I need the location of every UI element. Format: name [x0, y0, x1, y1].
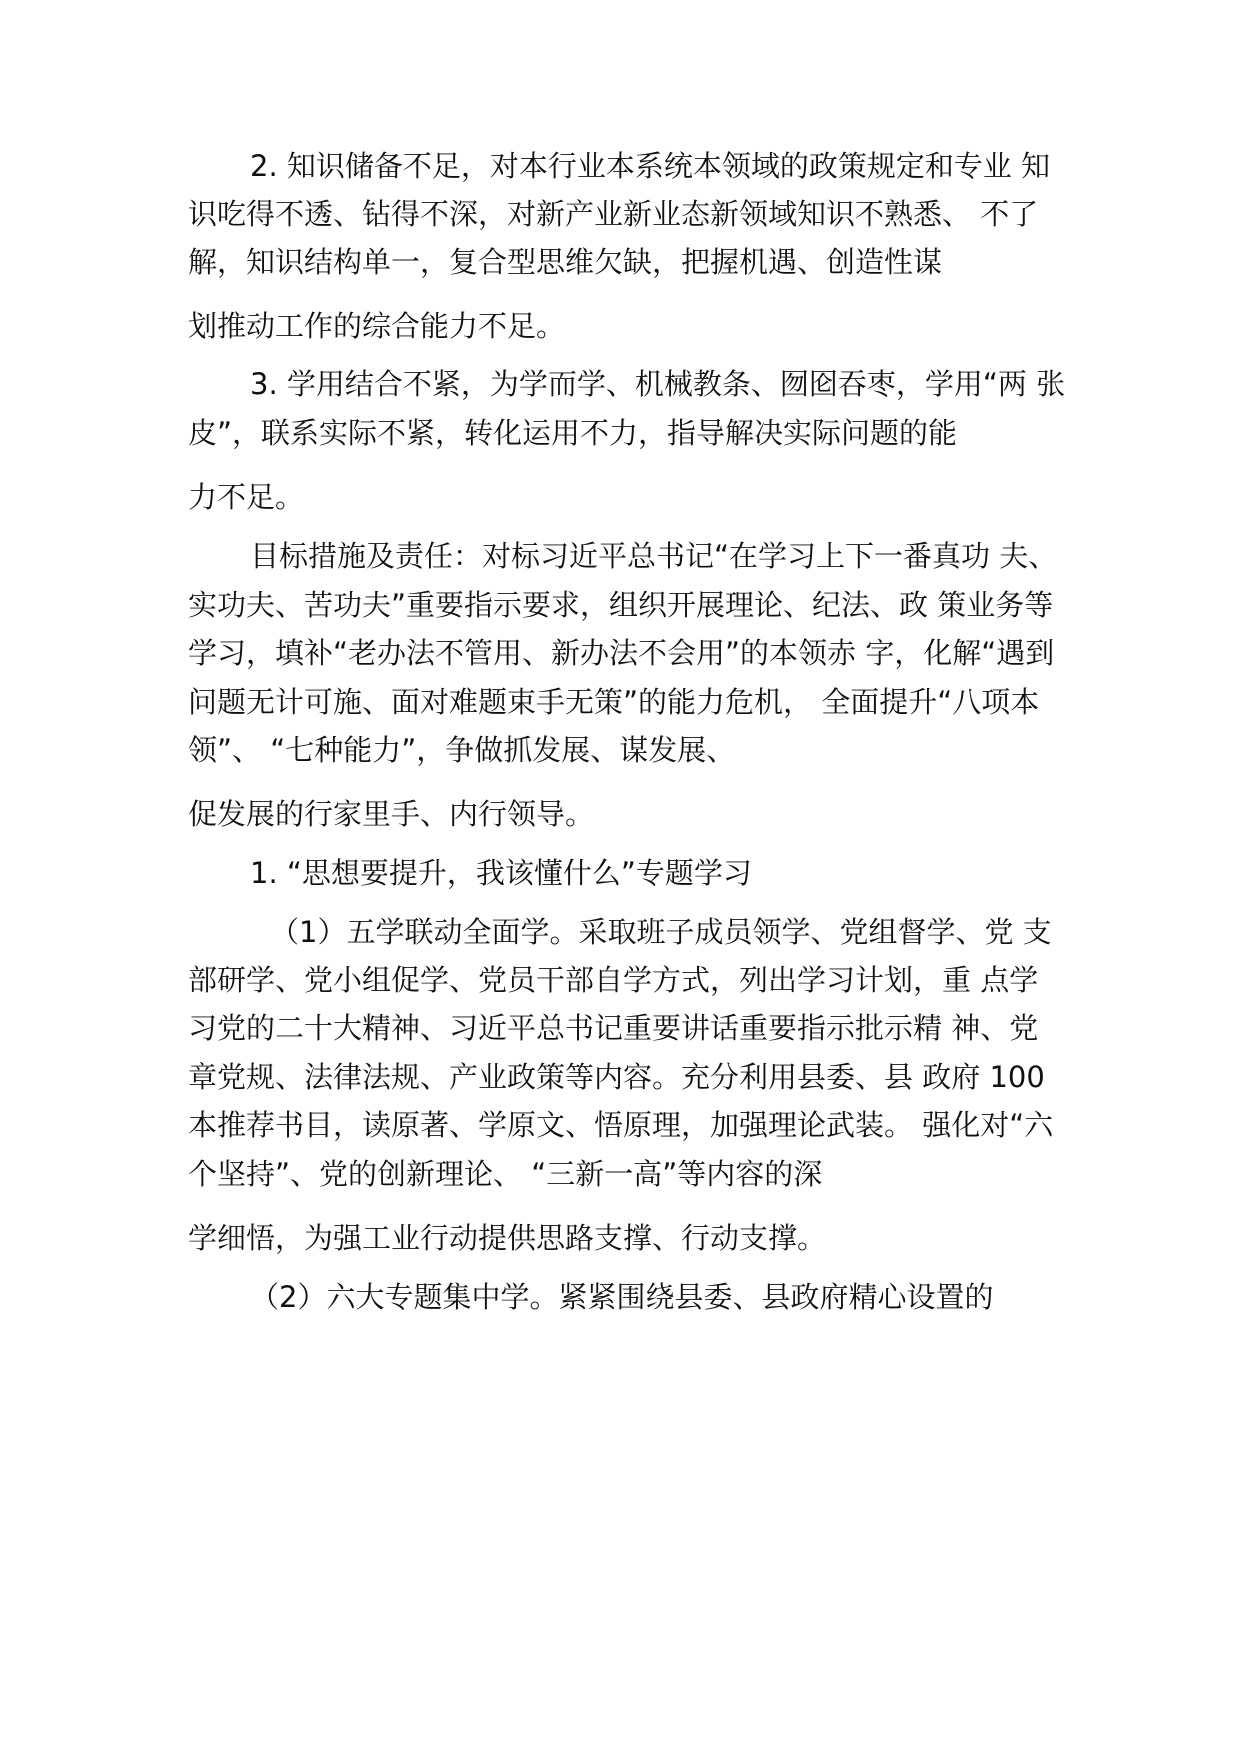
- paragraph-line: 章党规、法律法规、产业政策等内容。充分利用县委、县 政府 100: [188, 1060, 1045, 1094]
- paragraph-line: 个坚持”、党的创新理论、 “三新一高”等内容的深: [188, 1157, 823, 1191]
- paragraph-line: 学细悟，为强工业行动提供思路支撑、行动支撑。: [188, 1221, 827, 1255]
- paragraph-line: （1）五学联动全面学。采取班子成员领学、党组督学、党 支: [270, 915, 1052, 949]
- paragraph-line: 领”、 “七种能力”，争做抓发展、谋发展、: [188, 733, 736, 767]
- paragraph-line: 问题无计可施、面对难题束手无策”的能力危机， 全面提升“八项本: [188, 685, 1040, 719]
- section-heading: 1. “思想要提升，我该懂什么”专题学习: [250, 856, 752, 890]
- paragraph-line: 实功夫、苦功夫”重要指示要求，组织开展理论、纪法、政 策业务等: [188, 588, 1054, 622]
- paragraph-line: 习党的二十大精神、习近平总书记重要讲话重要指示批示精 神、党: [188, 1011, 1039, 1045]
- paragraph-line: 解，知识结构单一，复合型思维欠缺，把握机遇、创造性谋: [188, 245, 943, 279]
- paragraph-line: 划推动工作的综合能力不足。: [188, 309, 566, 343]
- paragraph-line: 力不足。: [188, 480, 305, 514]
- paragraph-line: 部研学、党小组促学、党员干部自学方式，列出学习计划，重 点学: [188, 963, 1039, 997]
- paragraph-line: 3. 学用结合不紧，为学而学、机械教条、囫囵吞枣，学用“两 张: [250, 367, 1066, 401]
- paragraph-line: 皮”，联系实际不紧，转化运用不力，指导解决实际问题的能: [188, 416, 958, 450]
- paragraph-line: 促发展的行家里手、内行领导。: [188, 797, 595, 831]
- paragraph-line: 目标措施及责任：对标习近平总书记“在学习上下一番真功 夫、: [250, 539, 1058, 573]
- paragraph-line: 本推荐书目，读原著、学原文、悟原理，加强理论武装。 强化对“六: [188, 1108, 1054, 1142]
- paragraph-line: 识吃得不透、钻得不深，对新产业新业态新领域知识不熟悉、 不了: [188, 197, 1039, 231]
- paragraph-line: （2）六大专题集中学。紧紧围绕县委、县政府精心设置的: [250, 1280, 994, 1314]
- paragraph-line: 学习，填补“老办法不管用、新办法不会用”的本领赤 字，化解“遇到: [188, 636, 1055, 670]
- paragraph-line: 2. 知识储备不足，对本行业本系统本领域的政策规定和专业 知: [250, 149, 1051, 183]
